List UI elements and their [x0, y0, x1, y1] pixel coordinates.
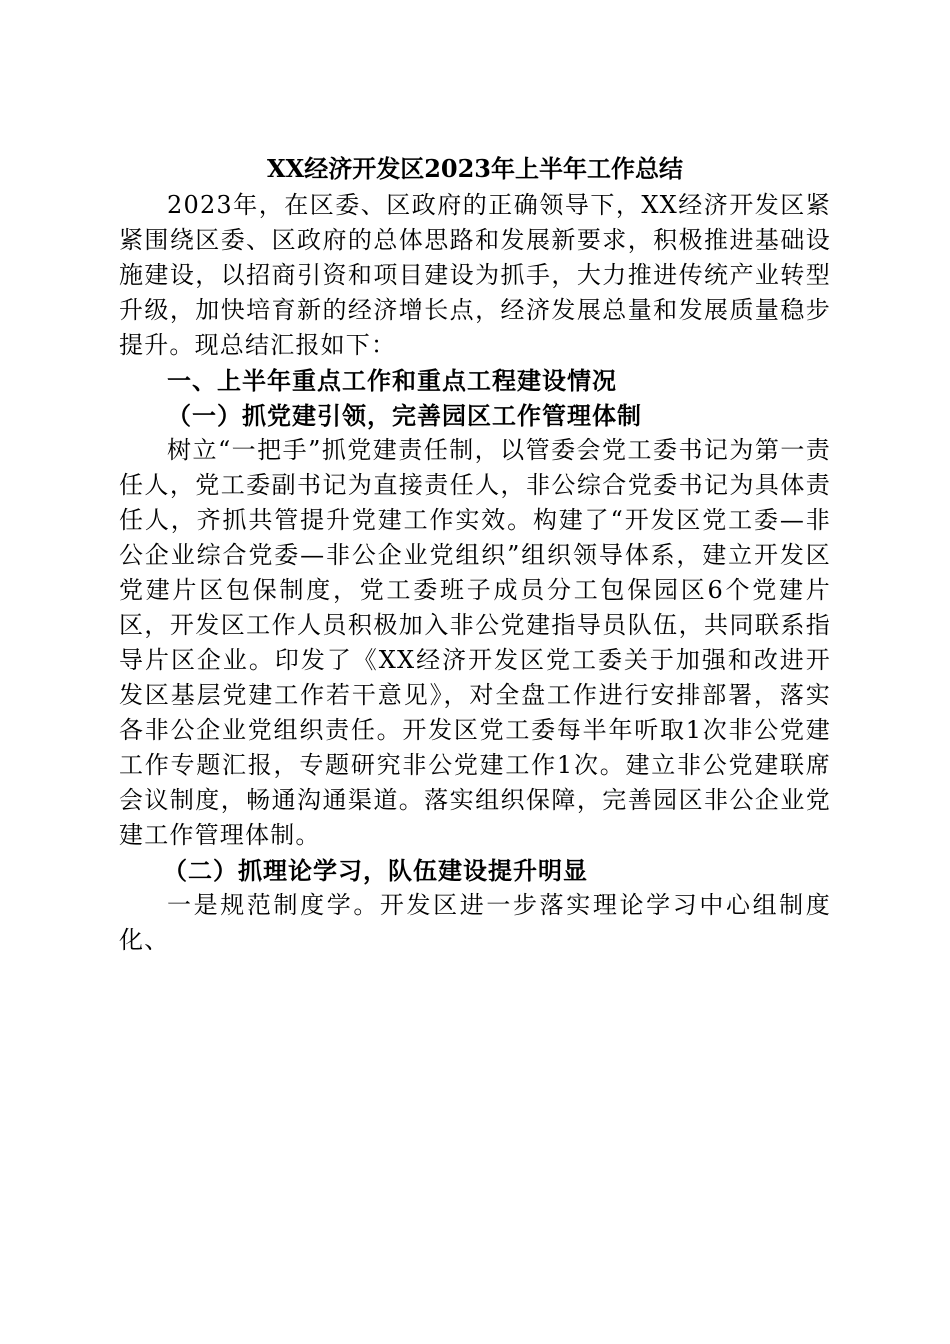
document-body: [119, 150, 831, 958]
subsection-heading-1: （一）抓党建引领，完善园区工作管理体制: [167, 401, 642, 430]
section-heading-1: 一、上半年重点工作和重点工程建设情况: [167, 366, 617, 395]
subsection-1-paragraph: 树立“一把手”抓党建责任制，以管委会党工委书记为第一责任人，党工委副书记为直接责任人，非公综合党委书记为具体责任人，齐抓共管提升党建工作实效。构建了“开发区党工委—非公企业综合党委—非公企业党组织”组织领导体系，建立开发区党建片区包保制度，党工委班子成员分工包保园区6个党建片区，开发区工作人员积极加入非公党建指导员队伍，共同联系指导片区企业。印发了《XX经济开发区党工委关于加强和改进开发区基层党建工作若干意见》，对全盘工作进行安排部署，落实各非公企业党组织责任。开发区党工委每半年听取1次非公党建工作专题汇报，专题研究非公党建工作1次。建立非公党建联席会议制度，畅通沟通渠道。落实组织保障，完善园区非公企业党建工作管理体制。: [119, 436, 831, 849]
document-title: XX经济开发区2023年上半年工作总结: [266, 154, 684, 183]
subsection-heading-2: （二）抓理论学习，队伍建设提升明显: [163, 856, 588, 885]
intro-paragraph: 2023年，在区委、区政府的正确领导下，XX经济开发区紧紧围绕区委、区政府的总体思路和发展新要求，积极推进基础设施建设，以招商引资和项目建设为抓手，大力推进传统产业转型升级，加快培育新的经济增长点，经济发展总量和发展质量稳步提升。现总结汇报如下：: [119, 191, 831, 359]
subsection-2-paragraph: 一是规范制度学。开发区进一步落实理论学习中心组制度化、: [119, 891, 831, 954]
